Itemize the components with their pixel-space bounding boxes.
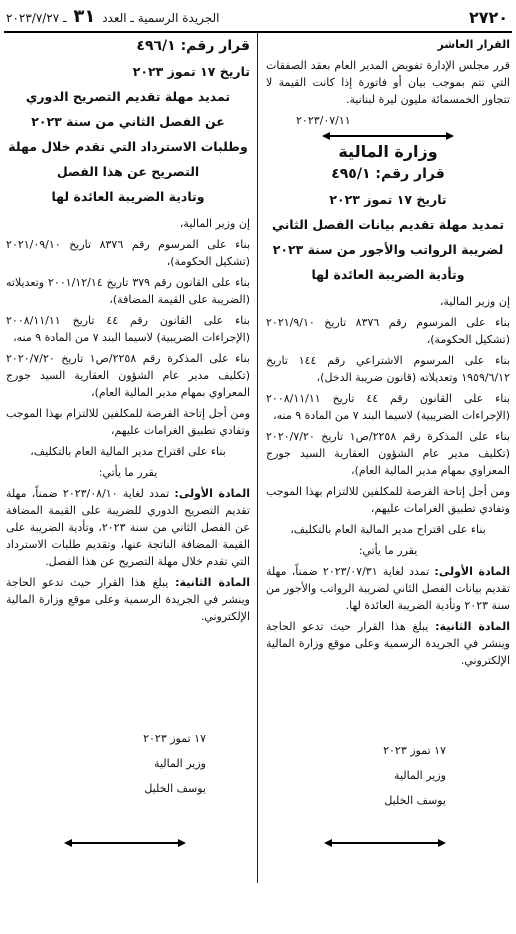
article-1: [6, 485, 250, 570]
signature-date: ١٧ تموز ٢٠٢٣: [143, 732, 206, 745]
end-separator-left: [70, 842, 180, 844]
decides-line: يقرر ما يأتي:: [98, 466, 158, 479]
decision-date: تاريخ ١٧ تموز ٢٠٢٣: [329, 192, 447, 207]
issue-number: ٣١: [73, 6, 96, 27]
prev-decision-body: قرر مجلس الإدارة تفويض المدير العام بعقد الصفقات التي تتم بموجب بيان أو فاتورة إذا كانت القيمة لا تتجاوز الخمسمائة مليون ليرة لبنانية.: [266, 59, 510, 106]
decision-number: قرار رقم: ٤٩٥/١: [331, 166, 445, 182]
page-number: ٢٧٢٠: [468, 8, 508, 27]
article-2-text: يبلغ هذا القرار حيث تدعو الحاجة وينشر في الجريدة الرسمية وعلى موقع وزارة المالية الإلكتروني.: [266, 620, 510, 667]
article-2-label: المادة الثانية:: [175, 576, 250, 589]
gazette-info: [6, 6, 220, 27]
recital-6: بناء على اقتراح مدير المالية العام بالتكليف،: [290, 523, 486, 536]
recital-6: بناء على اقتراح مدير المالية العام بالتكليف،: [30, 445, 226, 458]
article-2-text: يبلغ هذا القرار حيث تدعو الحاجة وينشر في الجريدة الرسمية وعلى موقع وزارة المالية الإلكتروني.: [6, 576, 250, 623]
decision-title-3: وطلبات الاسترداد التي تقدم خلال مهلة: [8, 139, 248, 154]
article-2: [6, 574, 250, 625]
recital-4: بناء على المذكرة رقم ٢٢٥٨/ص١ تاريخ ٢٠٢٠/٧/٢٠ (تكليف مدير عام الشؤون العقارية السيد جورج المعراوي بمهام مدير المالية العام)،: [6, 352, 250, 399]
left-signature: [96, 726, 206, 801]
decision-title-3: وتأدية الضريبة العائدة لها: [311, 267, 465, 282]
decision-title-1: تمديد مهلة تقديم بيانات الفصل الثاني: [271, 217, 505, 232]
decision-title-5: وتادية الضريبة العائدة لها: [51, 189, 205, 204]
header-rule: [4, 31, 512, 33]
recital-5: ومن أجل إتاحة الفرصة للمكلفين للالتزام بهذا الموجب وتفادي تطبيق الغرامات عليهم،: [266, 485, 510, 515]
end-separator-right: [330, 842, 440, 844]
ministry-title: وزارة المالية: [338, 142, 438, 161]
prev-decision-date: ٢٠٢٣/٠٧/١١: [296, 114, 351, 127]
recital-2: بناء على المرسوم الاشتراعي رقم ١٤٤ تاريخ ١٩٥٩/٦/١٢ وتعديلاته (قانون ضريبة الدخل)،: [266, 354, 511, 384]
recital-1: بناء على المرسوم رقم ٨٣٧٦ تاريخ ٢٠٢١/٠٩/١٠ (تشكيل الحكومة)،: [6, 238, 251, 268]
article-1: [266, 563, 510, 614]
recital-3: بناء على القانون رقم ٤٤ تاريخ ٢٠٠٨/١١/١١ (الإجراءات الضريبية) لاسيما البند ٧ من المادة ٩ منه،: [6, 314, 250, 344]
page-header: [0, 0, 516, 32]
decision-title-2: عن الفصل الثاني من سنة ٢٠٢٣: [31, 114, 225, 129]
column-divider: [257, 33, 258, 883]
article-1-label: المادة الأولى:: [174, 487, 251, 500]
recital-2: بناء على القانون رقم ٣٧٩ تاريخ ٢٠٠١/١٢/١٤ وتعديلاته (الضريبة على القيمة المضافة)،: [6, 276, 250, 306]
signature-name: يوسف الخليل: [384, 794, 446, 807]
recital-3: بناء على القانون رقم ٤٤ تاريخ ٢٠٠٨/١١/١١ (الإجراءات الضريبية) لاسيما البند ٧ من المادة ٩ منه،: [266, 392, 510, 422]
signature-date: ١٧ تموز ٢٠٢٣: [383, 744, 446, 757]
decision-title-4: التصريح عن هذا الفصل: [56, 164, 200, 179]
preamble: إن وزير المالية،: [439, 295, 510, 308]
right-signature: [336, 738, 446, 813]
recital-1: بناء على المرسوم رقم ٨٣٧٦ تاريخ ٢٠٢١/٩/١٠ (تشكيل الحكومة)،: [266, 316, 511, 346]
signature-title: وزير المالية: [154, 757, 206, 770]
signature-name: يوسف الخليل: [144, 782, 206, 795]
article-2: [266, 618, 510, 669]
article-2-label: المادة الثانية:: [435, 620, 510, 633]
separator: [328, 135, 448, 137]
article-1-text: تمدد لغاية ٢٠٢٣/٠٧/٣١ ضمناً، مهلة تقديم بيانات الفصل الثاني لضريبة الرواتب والأجور من سنة ٢٠٢٣ وتأدية الضريبة العائدة لها.: [266, 565, 510, 612]
article-1-label: المادة الأولى:: [434, 565, 511, 578]
right-column: [266, 36, 510, 673]
left-column: [6, 36, 250, 629]
recital-5: ومن أجل إتاحة الفرصة للمكلفين للالتزام بهذا الموجب وتفادي تطبيق الغرامات عليهم،: [6, 407, 250, 437]
recital-4: بناء على المذكرة رقم ٢٢٥٨/ص١ تاريخ ٢٠٢٠/٧/٢٠ (تكليف مدير عام الشؤون العقارية السيد جورج المعراوي بمهام مدير المالية العام)،: [266, 430, 510, 477]
decision-date: تاريخ ١٧ تموز ٢٠٢٣: [132, 64, 250, 79]
decision-title-2: لضريبة الرواتب والأجور من سنة ٢٠٢٣: [272, 242, 504, 257]
prev-decision-title: القرار العاشر: [437, 38, 510, 51]
signature-title: وزير المالية: [394, 769, 446, 782]
gazette-name: الجريدة الرسمية ـ العدد: [102, 11, 220, 25]
decision-number: قرار رقم: ٤٩٦/١: [136, 38, 250, 54]
decides-line: يقرر ما يأتي:: [358, 544, 418, 557]
preamble: إن وزير المالية،: [179, 217, 250, 230]
decision-title-1: تمديد مهلة تقديم التصريح الدوري: [25, 89, 231, 104]
article-1-text: تمدد لغاية ٢٠٢٣/٠٨/١٠ ضمناً، مهلة تقديم التصريح الدوري للضريبة على القيمة المضافة عن الفصل الثاني من سنة ٢٠٢٣، وتأدية الضريبة على القيمة المضافة الناتجة عنها، وتقديم طلبات الاسترداد التي تقدم خلال مهلة التصريح عن هذا الفصل.: [6, 487, 250, 568]
issue-date: ـ ٢٠٢٣/٧/٢٧: [6, 11, 67, 25]
